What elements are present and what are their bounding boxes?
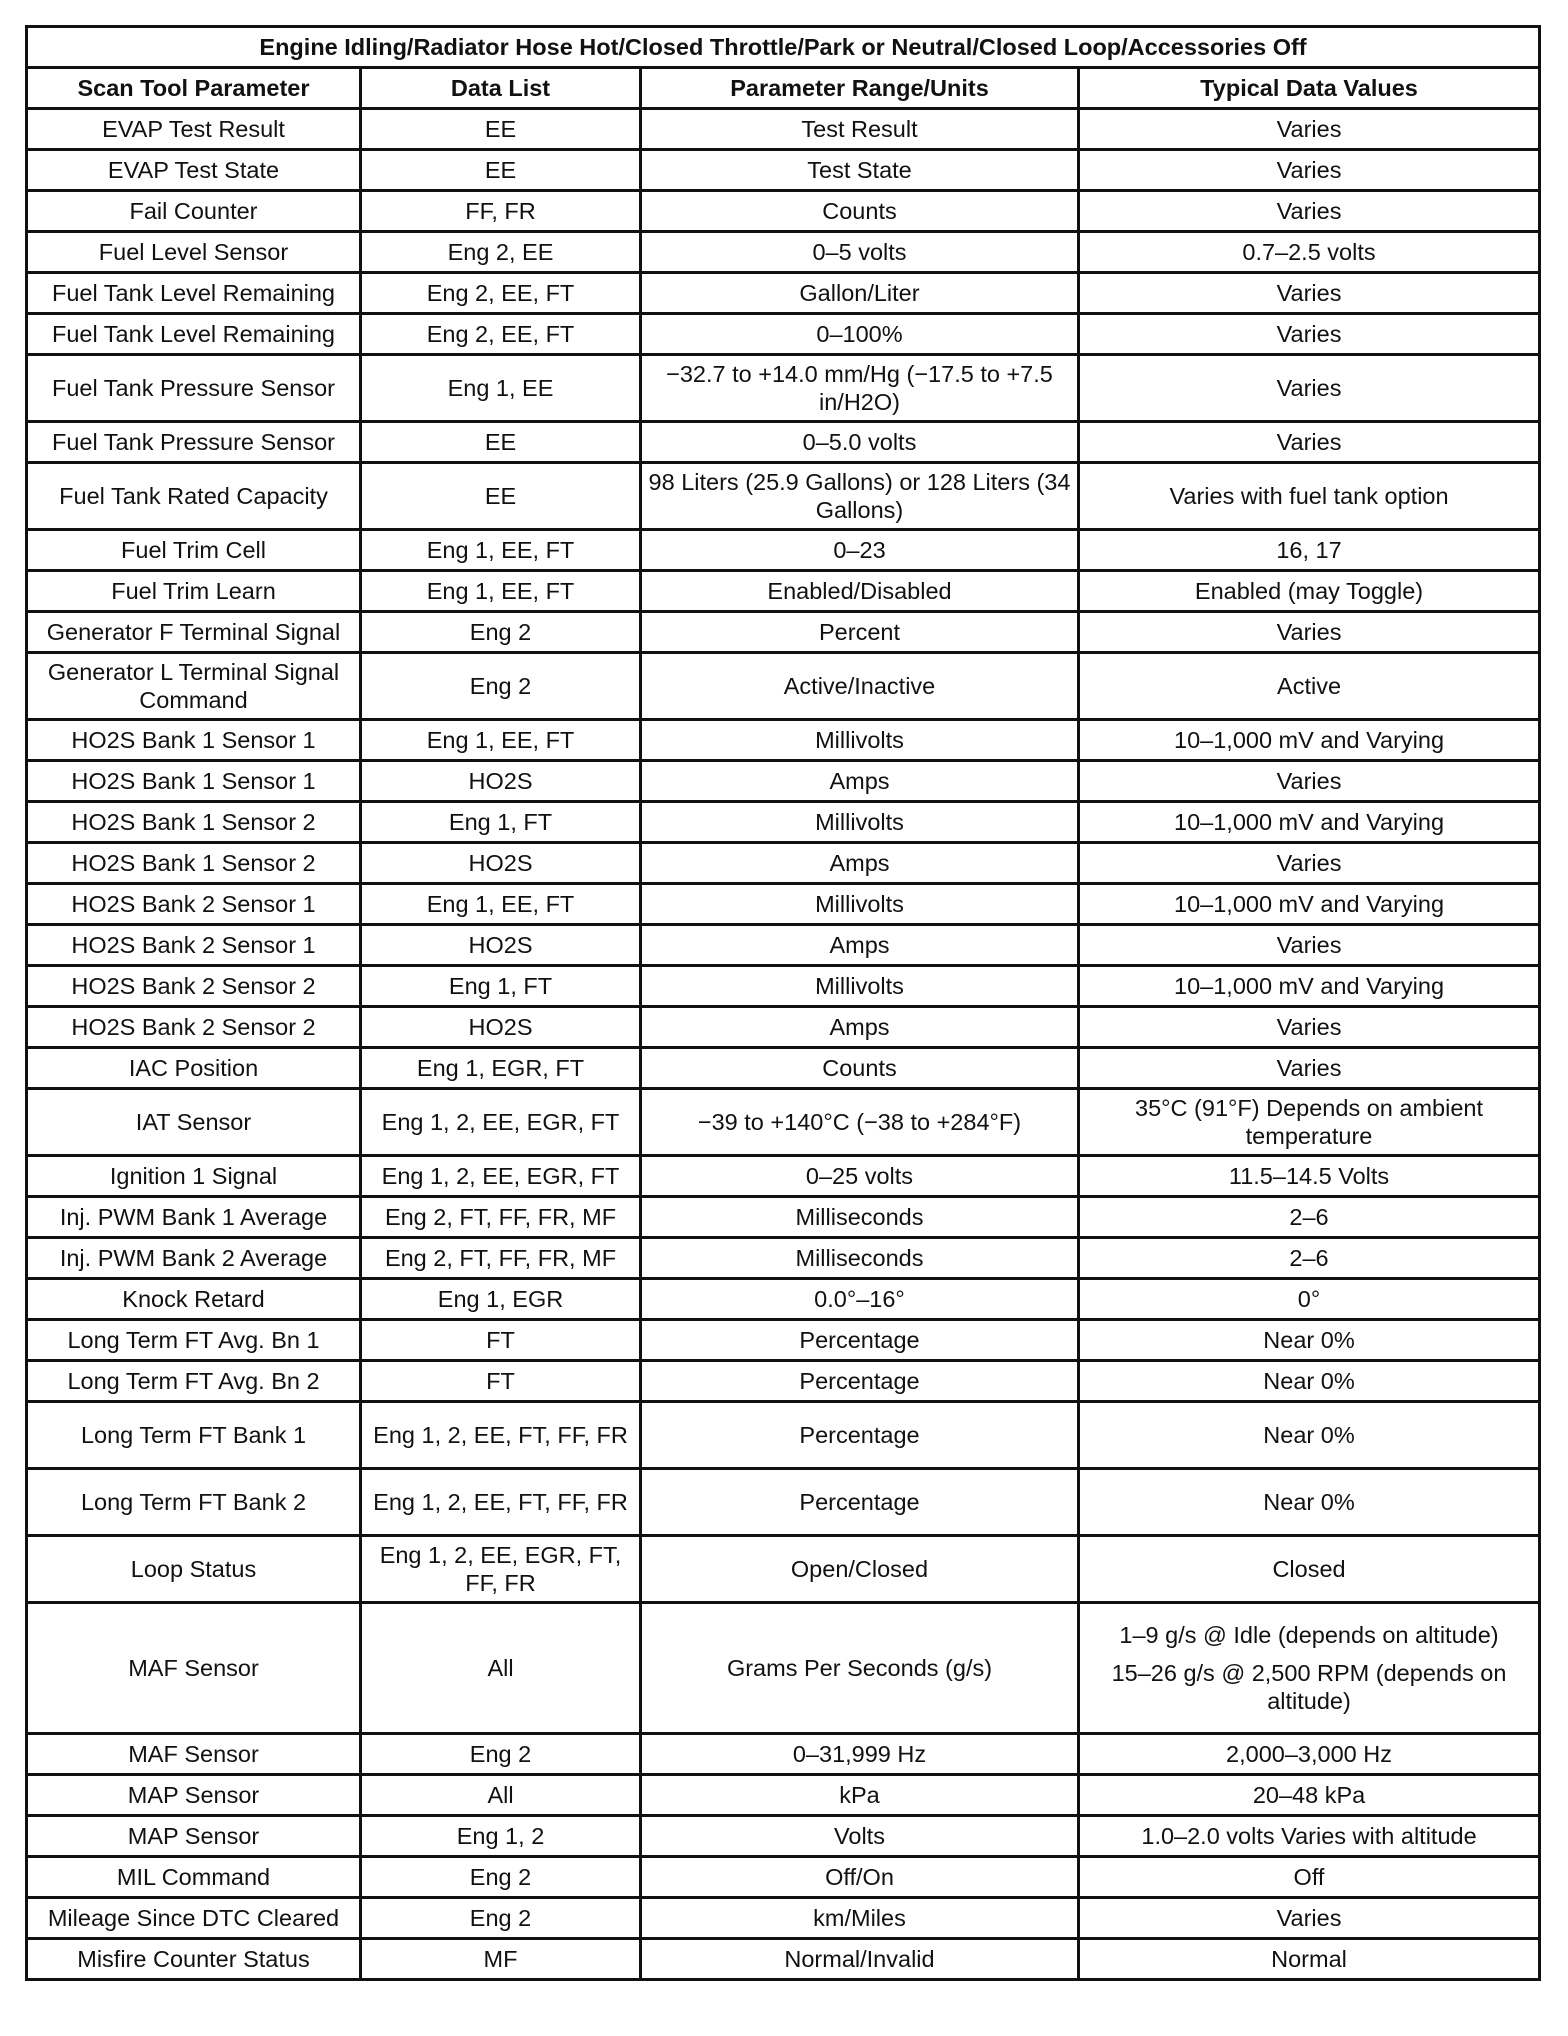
cell-data-list: Eng 1, EE, FT (361, 884, 641, 925)
cell-parameter: Fuel Tank Level Remaining (27, 273, 361, 314)
cell-data-list: EE (361, 463, 641, 530)
cell-typical: Varies (1079, 1048, 1540, 1089)
cell-typical: Near 0% (1079, 1361, 1540, 1402)
typical-value-line: 1–9 g/s @ Idle (depends on altitude) (1119, 1622, 1499, 1648)
cell-typical: Closed (1079, 1536, 1540, 1603)
header-data-list: Data List (361, 68, 641, 109)
table-row (27, 1320, 1540, 1361)
cell-range: Percentage (641, 1402, 1079, 1469)
table-row (27, 191, 1540, 232)
cell-range: Active/Inactive (641, 653, 1079, 720)
cell-typical: Near 0% (1079, 1320, 1540, 1361)
cell-range: Millivolts (641, 720, 1079, 761)
cell-range: Amps (641, 843, 1079, 884)
cell-range: Millivolts (641, 802, 1079, 843)
table-title-row (27, 27, 1540, 68)
table-row (27, 966, 1540, 1007)
cell-typical: 10–1,000 mV and Varying (1079, 966, 1540, 1007)
cell-parameter: Fuel Tank Pressure Sensor (27, 422, 361, 463)
cell-data-list: Eng 1, 2, EE, EGR, FT (361, 1089, 641, 1156)
cell-data-list: Eng 2 (361, 1857, 641, 1898)
table-row (27, 1898, 1540, 1939)
cell-range: Counts (641, 1048, 1079, 1089)
cell-parameter: Knock Retard (27, 1279, 361, 1320)
cell-data-list: Eng 2, FT, FF, FR, MF (361, 1197, 641, 1238)
table-row (27, 530, 1540, 571)
cell-data-list: EE (361, 422, 641, 463)
cell-data-list: HO2S (361, 761, 641, 802)
cell-parameter: Fail Counter (27, 191, 361, 232)
cell-parameter: Generator F Terminal Signal (27, 612, 361, 653)
scan-tool-data-table (25, 25, 1541, 1981)
table-row (27, 314, 1540, 355)
table-row (27, 720, 1540, 761)
cell-parameter: Generator L Terminal Signal Command (27, 653, 361, 720)
cell-typical: 2–6 (1079, 1238, 1540, 1279)
table-row (27, 843, 1540, 884)
cell-range: Enabled/Disabled (641, 571, 1079, 612)
cell-range: Test Result (641, 109, 1079, 150)
cell-range: Amps (641, 761, 1079, 802)
cell-data-list: Eng 1, 2, EE, FT, FF, FR (361, 1469, 641, 1536)
cell-parameter: HO2S Bank 1 Sensor 1 (27, 761, 361, 802)
cell-parameter: Fuel Level Sensor (27, 232, 361, 273)
cell-typical: Varies (1079, 191, 1540, 232)
cell-parameter: HO2S Bank 1 Sensor 2 (27, 802, 361, 843)
cell-range: Grams Per Seconds (g/s) (641, 1603, 1079, 1734)
cell-parameter: MAP Sensor (27, 1775, 361, 1816)
cell-typical: 10–1,000 mV and Varying (1079, 802, 1540, 843)
cell-typical: 20–48 kPa (1079, 1775, 1540, 1816)
table-row (27, 422, 1540, 463)
cell-typical: Off (1079, 1857, 1540, 1898)
cell-range: kPa (641, 1775, 1079, 1816)
header-typical-values: Typical Data Values (1079, 68, 1540, 109)
cell-parameter: Long Term FT Bank 2 (27, 1469, 361, 1536)
header-parameter-range: Parameter Range/Units (641, 68, 1079, 109)
table-title: Engine Idling/Radiator Hose Hot/Closed Throttle/Park or Neutral/Closed Loop/Accessories Off (27, 27, 1540, 68)
cell-range: 0–25 volts (641, 1156, 1079, 1197)
cell-range: Percentage (641, 1320, 1079, 1361)
cell-typical: 10–1,000 mV and Varying (1079, 720, 1540, 761)
cell-data-list: Eng 1, EE, FT (361, 571, 641, 612)
cell-data-list: Eng 2, EE, FT (361, 314, 641, 355)
cell-typical: Varies (1079, 314, 1540, 355)
table-row (27, 232, 1540, 273)
cell-range: 0–23 (641, 530, 1079, 571)
cell-parameter: Loop Status (27, 1536, 361, 1603)
cell-range: Amps (641, 1007, 1079, 1048)
table-row (27, 1603, 1540, 1734)
cell-data-list: Eng 1, EE, FT (361, 720, 641, 761)
cell-data-list: All (361, 1775, 641, 1816)
table-row (27, 571, 1540, 612)
table-row (27, 355, 1540, 422)
cell-typical: 35°C (91°F) Depends on ambient temperature (1079, 1089, 1540, 1156)
table-row (27, 109, 1540, 150)
cell-data-list: FT (361, 1320, 641, 1361)
table-row (27, 653, 1540, 720)
cell-range: Off/On (641, 1857, 1079, 1898)
cell-range: 0–5.0 volts (641, 422, 1079, 463)
cell-parameter: EVAP Test Result (27, 109, 361, 150)
cell-data-list: HO2S (361, 925, 641, 966)
table-row (27, 1816, 1540, 1857)
cell-parameter: Fuel Tank Level Remaining (27, 314, 361, 355)
table-row (27, 761, 1540, 802)
cell-data-list: Eng 1, 2, EE, EGR, FT, FF, FR (361, 1536, 641, 1603)
cell-parameter: HO2S Bank 2 Sensor 2 (27, 966, 361, 1007)
cell-data-list: FT (361, 1361, 641, 1402)
cell-data-list: Eng 1, 2 (361, 1816, 641, 1857)
cell-data-list: Eng 1, 2, EE, EGR, FT (361, 1156, 641, 1197)
table-row (27, 1089, 1540, 1156)
cell-data-list: Eng 2, EE (361, 232, 641, 273)
cell-typical: Varies (1079, 925, 1540, 966)
table-row (27, 1197, 1540, 1238)
table-row (27, 150, 1540, 191)
cell-data-list: Eng 2 (361, 612, 641, 653)
cell-data-list: Eng 1, EE, FT (361, 530, 641, 571)
cell-data-list: Eng 2 (361, 1898, 641, 1939)
cell-data-list: Eng 2, FT, FF, FR, MF (361, 1238, 641, 1279)
table-row (27, 1007, 1540, 1048)
cell-typical: Varies (1079, 761, 1540, 802)
cell-range: Millivolts (641, 966, 1079, 1007)
table-row (27, 1775, 1540, 1816)
table-row (27, 1469, 1540, 1536)
cell-range: Percentage (641, 1361, 1079, 1402)
header-scan-tool-parameter: Scan Tool Parameter (27, 68, 361, 109)
typical-value-line: 15–26 g/s @ 2,500 RPM (depends on altitude) (1111, 1660, 1507, 1714)
cell-typical: Near 0% (1079, 1469, 1540, 1536)
cell-typical: Near 0% (1079, 1402, 1540, 1469)
cell-parameter: EVAP Test State (27, 150, 361, 191)
cell-data-list: HO2S (361, 1007, 641, 1048)
cell-parameter: MIL Command (27, 1857, 361, 1898)
cell-typical: Varies (1079, 1007, 1540, 1048)
cell-data-list: EE (361, 109, 641, 150)
cell-parameter: Long Term FT Bank 1 (27, 1402, 361, 1469)
cell-typical: Varies (1079, 150, 1540, 191)
table-row (27, 1939, 1540, 1980)
cell-typical: 10–1,000 mV and Varying (1079, 884, 1540, 925)
cell-parameter: HO2S Bank 2 Sensor 1 (27, 884, 361, 925)
cell-typical (1079, 1603, 1540, 1734)
cell-typical: Normal (1079, 1939, 1540, 1980)
cell-data-list: All (361, 1603, 641, 1734)
cell-parameter: HO2S Bank 2 Sensor 1 (27, 925, 361, 966)
cell-range: Percent (641, 612, 1079, 653)
cell-typical: Varies (1079, 355, 1540, 422)
cell-parameter: IAT Sensor (27, 1089, 361, 1156)
cell-typical: 16, 17 (1079, 530, 1540, 571)
cell-range: Normal/Invalid (641, 1939, 1079, 1980)
cell-range: Open/Closed (641, 1536, 1079, 1603)
cell-parameter: Fuel Trim Learn (27, 571, 361, 612)
table-row (27, 1279, 1540, 1320)
cell-range: 0–5 volts (641, 232, 1079, 273)
table-row (27, 1857, 1540, 1898)
cell-typical: Varies with fuel tank option (1079, 463, 1540, 530)
cell-parameter: IAC Position (27, 1048, 361, 1089)
cell-typical: Varies (1079, 273, 1540, 314)
cell-range: 98 Liters (25.9 Gallons) or 128 Liters (34 Gallons) (641, 463, 1079, 530)
cell-typical: 11.5–14.5 Volts (1079, 1156, 1540, 1197)
line-gap (1086, 1649, 1532, 1659)
table-row (27, 1536, 1540, 1603)
cell-parameter: Fuel Tank Rated Capacity (27, 463, 361, 530)
cell-data-list: Eng 2 (361, 1734, 641, 1775)
table-row (27, 802, 1540, 843)
cell-range: Gallon/Liter (641, 273, 1079, 314)
table-row (27, 1734, 1540, 1775)
cell-range: km/Miles (641, 1898, 1079, 1939)
table-row (27, 463, 1540, 530)
cell-parameter: Inj. PWM Bank 2 Average (27, 1238, 361, 1279)
cell-typical: Varies (1079, 843, 1540, 884)
cell-range: 0–100% (641, 314, 1079, 355)
cell-range: 0–31,999 Hz (641, 1734, 1079, 1775)
cell-data-list: Eng 1, FT (361, 966, 641, 1007)
cell-data-list: Eng 1, EGR, FT (361, 1048, 641, 1089)
cell-data-list: FF, FR (361, 191, 641, 232)
cell-range: Counts (641, 191, 1079, 232)
cell-typical: Varies (1079, 422, 1540, 463)
cell-data-list: HO2S (361, 843, 641, 884)
cell-data-list: Eng 1, 2, EE, FT, FF, FR (361, 1402, 641, 1469)
cell-typical: 2,000–3,000 Hz (1079, 1734, 1540, 1775)
spec-sheet (25, 25, 1541, 1981)
cell-parameter: Long Term FT Avg. Bn 1 (27, 1320, 361, 1361)
cell-range: Milliseconds (641, 1238, 1079, 1279)
cell-typical: Enabled (may Toggle) (1079, 571, 1540, 612)
cell-range: 0.0°–16° (641, 1279, 1079, 1320)
cell-data-list: Eng 2 (361, 653, 641, 720)
table-row (27, 273, 1540, 314)
cell-parameter: Inj. PWM Bank 1 Average (27, 1197, 361, 1238)
table-row (27, 925, 1540, 966)
cell-typical: Varies (1079, 109, 1540, 150)
cell-data-list: EE (361, 150, 641, 191)
table-row (27, 1156, 1540, 1197)
cell-typical: 0° (1079, 1279, 1540, 1320)
cell-typical: Active (1079, 653, 1540, 720)
cell-parameter: HO2S Bank 1 Sensor 2 (27, 843, 361, 884)
cell-parameter: Long Term FT Avg. Bn 2 (27, 1361, 361, 1402)
cell-data-list: MF (361, 1939, 641, 1980)
cell-parameter: Misfire Counter Status (27, 1939, 361, 1980)
cell-parameter: MAF Sensor (27, 1734, 361, 1775)
cell-typical: 0.7–2.5 volts (1079, 232, 1540, 273)
table-header-row (27, 68, 1540, 109)
cell-parameter: Mileage Since DTC Cleared (27, 1898, 361, 1939)
cell-range: −39 to +140°C (−38 to +284°F) (641, 1089, 1079, 1156)
cell-range: −32.7 to +14.0 mm/Hg (−17.5 to +7.5 in/H2O) (641, 355, 1079, 422)
cell-parameter: HO2S Bank 1 Sensor 1 (27, 720, 361, 761)
cell-range: Test State (641, 150, 1079, 191)
table-row (27, 884, 1540, 925)
cell-range: Milliseconds (641, 1197, 1079, 1238)
cell-data-list: Eng 1, FT (361, 802, 641, 843)
table-body (27, 109, 1540, 1980)
cell-parameter: Fuel Trim Cell (27, 530, 361, 571)
cell-parameter: Ignition 1 Signal (27, 1156, 361, 1197)
cell-range: Millivolts (641, 884, 1079, 925)
table-row (27, 1238, 1540, 1279)
cell-data-list: Eng 2, EE, FT (361, 273, 641, 314)
cell-range: Volts (641, 1816, 1079, 1857)
cell-parameter: MAP Sensor (27, 1816, 361, 1857)
cell-data-list: Eng 1, EE (361, 355, 641, 422)
cell-data-list: Eng 1, EGR (361, 1279, 641, 1320)
cell-typical: Varies (1079, 612, 1540, 653)
cell-typical: 2–6 (1079, 1197, 1540, 1238)
cell-range: Percentage (641, 1469, 1079, 1536)
cell-typical: 1.0–2.0 volts Varies with altitude (1079, 1816, 1540, 1857)
cell-parameter: HO2S Bank 2 Sensor 2 (27, 1007, 361, 1048)
table-row (27, 612, 1540, 653)
cell-range: Amps (641, 925, 1079, 966)
table-row (27, 1402, 1540, 1469)
cell-parameter: MAF Sensor (27, 1603, 361, 1734)
table-row (27, 1048, 1540, 1089)
table-row (27, 1361, 1540, 1402)
cell-typical: Varies (1079, 1898, 1540, 1939)
cell-parameter: Fuel Tank Pressure Sensor (27, 355, 361, 422)
